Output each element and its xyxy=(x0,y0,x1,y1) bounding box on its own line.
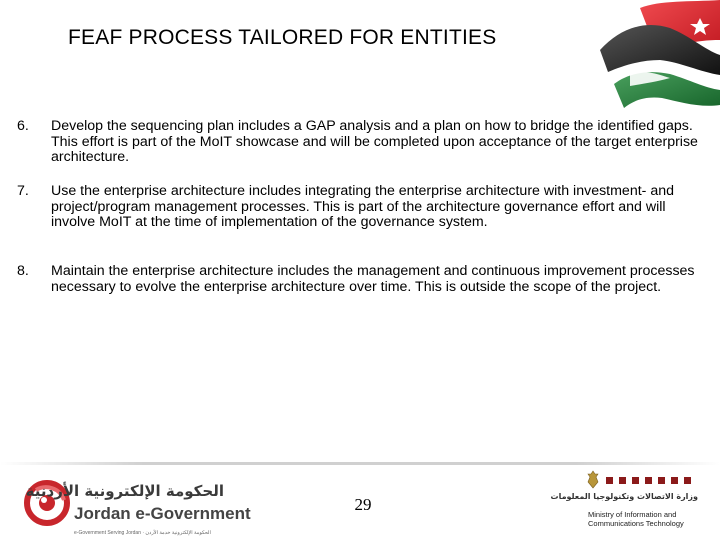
egov-tagline: e-Government Serving Jordan · الحكومة الإلكترونية خدمة الأردن xyxy=(74,530,211,536)
egov-arabic-name: الحكومة الإلكترونية الأردنية xyxy=(25,482,224,500)
dot xyxy=(606,477,613,484)
slide-title: FEAF PROCESS TAILORED FOR ENTITIES xyxy=(68,26,497,49)
dot xyxy=(658,477,665,484)
item-number: 8. xyxy=(17,263,29,279)
page-number: 29 xyxy=(354,495,372,514)
item-number: 6. xyxy=(17,118,29,134)
royal-emblem-icon xyxy=(586,470,600,490)
dot xyxy=(632,477,639,484)
ministry-arabic-name: وزارة الاتصالات وتكنولوجيا المعلومات xyxy=(550,492,698,501)
dot xyxy=(684,477,691,484)
footer-divider xyxy=(0,462,720,465)
ministry-name xyxy=(588,510,708,528)
ministry-dots xyxy=(606,477,691,484)
jordan-flag-icon xyxy=(600,0,720,125)
ministry-name-line1: Ministry of Information and xyxy=(588,510,677,519)
item-text: Maintain the enterprise architecture includes the management and continuous improvement processes necessary to evolve the enterprise architecture over time. This is outside the scope of the project. xyxy=(51,263,695,295)
dot xyxy=(645,477,652,484)
dot xyxy=(671,477,678,484)
dot xyxy=(619,477,626,484)
ministry-name-line2: Communications Technology xyxy=(588,519,684,528)
item-text: Use the enterprise architecture includes integrating the enterprise architecture with investment- and project/program management processes. This is part of the architecture governance effort and will involve MoIT at the time of implementation of the governance system. xyxy=(51,183,674,231)
item-text: Develop the sequencing plan includes a GAP analysis and a plan on how to bridge the identified gaps. This effort is part of the MoIT showcase and will be completed upon acceptance of the target enterprise architecture. xyxy=(51,118,698,166)
egov-brand-name: Jordan e-Government xyxy=(74,504,251,523)
item-number: 7. xyxy=(17,183,29,199)
